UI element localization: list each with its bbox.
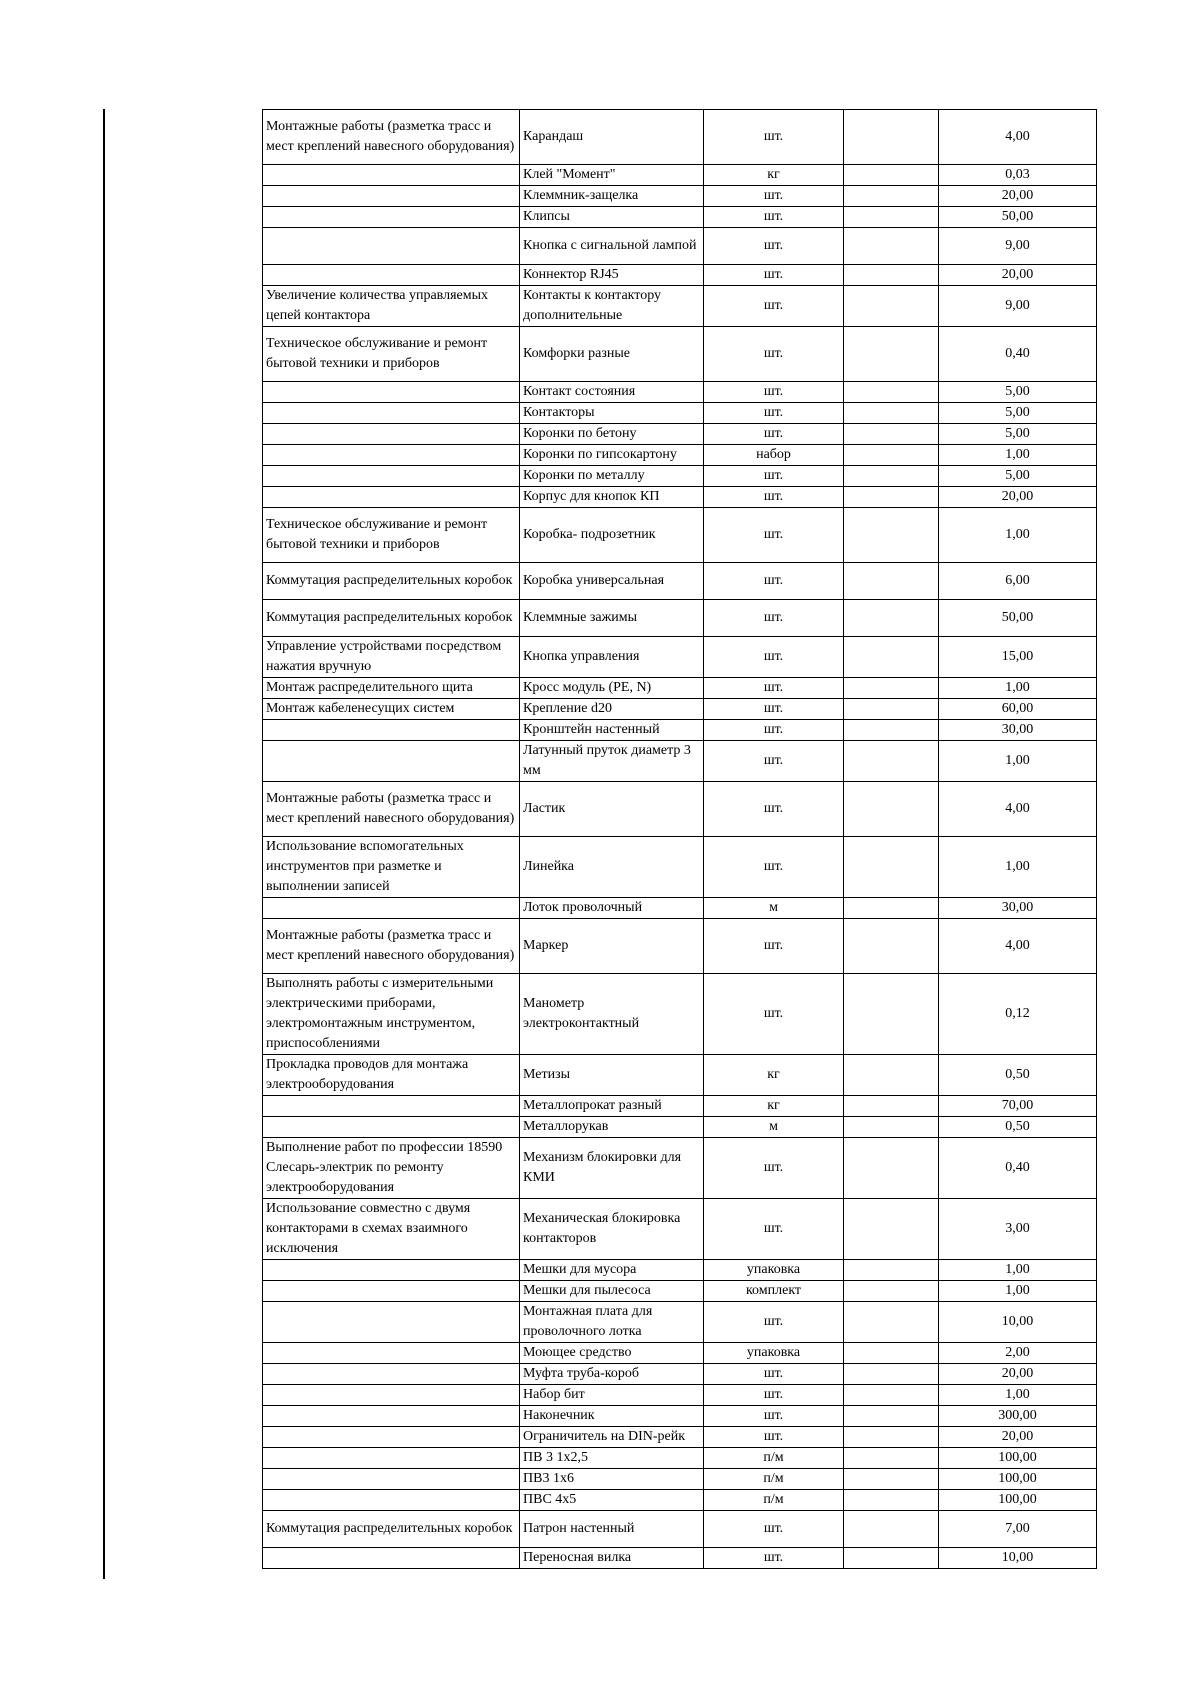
table-row bbox=[263, 974, 1097, 1055]
unit-cell: шт. bbox=[704, 207, 844, 228]
unit-cell: шт. bbox=[704, 837, 844, 898]
table-row bbox=[263, 1548, 1097, 1569]
table-row bbox=[263, 466, 1097, 487]
unit-cell: шт. bbox=[704, 424, 844, 445]
work-description-cell: Коммутация распределительных коробок bbox=[263, 600, 520, 637]
empty-cell bbox=[844, 1490, 939, 1511]
quantity-cell: 15,00 bbox=[939, 636, 1097, 677]
table-row bbox=[263, 1427, 1097, 1448]
quantity-cell: 100,00 bbox=[939, 1448, 1097, 1469]
material-name-cell: Металлорукав bbox=[520, 1117, 704, 1138]
empty-cell bbox=[844, 1302, 939, 1343]
work-description-cell bbox=[263, 1448, 520, 1469]
table-row bbox=[263, 403, 1097, 424]
work-description-cell: Прокладка проводов для монтажа электрооборудования bbox=[263, 1055, 520, 1096]
work-description-cell bbox=[263, 1548, 520, 1569]
unit-cell: комплект bbox=[704, 1281, 844, 1302]
table-row bbox=[263, 1385, 1097, 1406]
material-name-cell: Контакты к контактору дополнительные bbox=[520, 285, 704, 326]
table-row bbox=[263, 285, 1097, 326]
material-name-cell: Клей "Момент" bbox=[520, 165, 704, 186]
work-description-cell: Управление устройствами посредством нажатия вручную bbox=[263, 636, 520, 677]
material-name-cell: Мешки для пылесоса bbox=[520, 1281, 704, 1302]
empty-cell bbox=[844, 326, 939, 381]
table-row bbox=[263, 1406, 1097, 1427]
work-description-cell: Коммутация распределительных коробок bbox=[263, 563, 520, 600]
work-description-cell bbox=[263, 1260, 520, 1281]
table-row bbox=[263, 837, 1097, 898]
quantity-cell: 9,00 bbox=[939, 228, 1097, 265]
work-description-cell bbox=[263, 719, 520, 740]
unit-cell: м bbox=[704, 898, 844, 919]
work-description-cell: Выполнять работы с измерительными электрическими приборами, электромонтажным инструментом, приспособлениями bbox=[263, 974, 520, 1055]
quantity-cell: 1,00 bbox=[939, 1385, 1097, 1406]
empty-cell bbox=[844, 382, 939, 403]
table-row bbox=[263, 1469, 1097, 1490]
work-description-cell bbox=[263, 165, 520, 186]
material-name-cell: Муфта труба-короб bbox=[520, 1364, 704, 1385]
quantity-cell: 5,00 bbox=[939, 403, 1097, 424]
unit-cell: шт. bbox=[704, 110, 844, 165]
work-description-cell: Монтажные работы (разметка трасс и мест креплений навесного оборудования) bbox=[263, 781, 520, 836]
unit-cell: кг bbox=[704, 165, 844, 186]
work-description-cell bbox=[263, 1385, 520, 1406]
table-row bbox=[263, 1260, 1097, 1281]
material-name-cell: Контакторы bbox=[520, 403, 704, 424]
unit-cell: шт. bbox=[704, 1548, 844, 1569]
quantity-cell: 5,00 bbox=[939, 466, 1097, 487]
quantity-cell: 1,00 bbox=[939, 677, 1097, 698]
work-description-cell: Увеличение количества управляемых цепей контактора bbox=[263, 285, 520, 326]
empty-cell bbox=[844, 1385, 939, 1406]
unit-cell: шт. bbox=[704, 186, 844, 207]
quantity-cell: 30,00 bbox=[939, 898, 1097, 919]
unit-cell: п/м bbox=[704, 1490, 844, 1511]
table-row bbox=[263, 326, 1097, 381]
work-description-cell: Монтаж распределительного щита bbox=[263, 677, 520, 698]
unit-cell: шт. bbox=[704, 600, 844, 637]
empty-cell bbox=[844, 110, 939, 165]
table-row bbox=[263, 1117, 1097, 1138]
material-name-cell: Метизы bbox=[520, 1055, 704, 1096]
work-description-cell: Использование вспомогательных инструментов при разметке и выполнении записей bbox=[263, 837, 520, 898]
quantity-cell: 100,00 bbox=[939, 1490, 1097, 1511]
unit-cell: шт. bbox=[704, 1364, 844, 1385]
unit-cell: шт. bbox=[704, 487, 844, 508]
unit-cell: шт. bbox=[704, 1406, 844, 1427]
quantity-cell: 1,00 bbox=[939, 740, 1097, 781]
empty-cell bbox=[844, 1469, 939, 1490]
material-name-cell: Лоток проволочный bbox=[520, 898, 704, 919]
work-description-cell: Монтаж кабеленесущих систем bbox=[263, 698, 520, 719]
materials-table-body bbox=[263, 110, 1097, 1569]
quantity-cell: 50,00 bbox=[939, 207, 1097, 228]
empty-cell bbox=[844, 1406, 939, 1427]
quantity-cell: 20,00 bbox=[939, 487, 1097, 508]
unit-cell: шт. bbox=[704, 719, 844, 740]
unit-cell: шт. bbox=[704, 1385, 844, 1406]
quantity-cell: 60,00 bbox=[939, 698, 1097, 719]
work-description-cell bbox=[263, 1364, 520, 1385]
empty-cell bbox=[844, 508, 939, 563]
table-row bbox=[263, 1055, 1097, 1096]
work-description-cell: Монтажные работы (разметка трасс и мест креплений навесного оборудования) bbox=[263, 110, 520, 165]
work-description-cell bbox=[263, 1490, 520, 1511]
table-row bbox=[263, 1511, 1097, 1548]
table-row bbox=[263, 600, 1097, 637]
unit-cell: шт. bbox=[704, 636, 844, 677]
empty-cell bbox=[844, 677, 939, 698]
work-description-cell: Монтажные работы (разметка трасс и мест креплений навесного оборудования) bbox=[263, 919, 520, 974]
empty-cell bbox=[844, 1199, 939, 1260]
material-name-cell: Крепление d20 bbox=[520, 698, 704, 719]
table-row bbox=[263, 207, 1097, 228]
unit-cell: шт. bbox=[704, 677, 844, 698]
work-description-cell bbox=[263, 382, 520, 403]
quantity-cell: 1,00 bbox=[939, 445, 1097, 466]
quantity-cell: 5,00 bbox=[939, 382, 1097, 403]
quantity-cell: 70,00 bbox=[939, 1096, 1097, 1117]
empty-cell bbox=[844, 1055, 939, 1096]
table-row bbox=[263, 186, 1097, 207]
material-name-cell: Наконечник bbox=[520, 1406, 704, 1427]
quantity-cell: 0,40 bbox=[939, 326, 1097, 381]
empty-cell bbox=[844, 207, 939, 228]
table-row bbox=[263, 1138, 1097, 1199]
material-name-cell: Переносная вилка bbox=[520, 1548, 704, 1569]
quantity-cell: 0,03 bbox=[939, 165, 1097, 186]
quantity-cell: 300,00 bbox=[939, 1406, 1097, 1427]
table-row bbox=[263, 919, 1097, 974]
table-row bbox=[263, 1490, 1097, 1511]
material-name-cell: Коронки по гипсокартону bbox=[520, 445, 704, 466]
quantity-cell: 1,00 bbox=[939, 837, 1097, 898]
unit-cell: шт. bbox=[704, 1138, 844, 1199]
work-description-cell: Коммутация распределительных коробок bbox=[263, 1511, 520, 1548]
empty-cell bbox=[844, 1281, 939, 1302]
table-row bbox=[263, 898, 1097, 919]
quantity-cell: 1,00 bbox=[939, 508, 1097, 563]
table-row bbox=[263, 165, 1097, 186]
work-description-cell bbox=[263, 403, 520, 424]
quantity-cell: 10,00 bbox=[939, 1548, 1097, 1569]
material-name-cell: Механическая блокировка контакторов bbox=[520, 1199, 704, 1260]
empty-cell bbox=[844, 1138, 939, 1199]
quantity-cell: 30,00 bbox=[939, 719, 1097, 740]
work-description-cell bbox=[263, 424, 520, 445]
unit-cell: упаковка bbox=[704, 1260, 844, 1281]
materials-table bbox=[262, 109, 1097, 1569]
quantity-cell: 100,00 bbox=[939, 1469, 1097, 1490]
material-name-cell: ПВ 3 1х2,5 bbox=[520, 1448, 704, 1469]
unit-cell: шт. bbox=[704, 781, 844, 836]
unit-cell: шт. bbox=[704, 1511, 844, 1548]
table-row bbox=[263, 1364, 1097, 1385]
work-description-cell bbox=[263, 228, 520, 265]
material-name-cell: Ластик bbox=[520, 781, 704, 836]
material-name-cell: Коронки по бетону bbox=[520, 424, 704, 445]
table-row bbox=[263, 228, 1097, 265]
material-name-cell: Коробка- подрозетник bbox=[520, 508, 704, 563]
quantity-cell: 4,00 bbox=[939, 781, 1097, 836]
table-row bbox=[263, 1302, 1097, 1343]
quantity-cell: 50,00 bbox=[939, 600, 1097, 637]
empty-cell bbox=[844, 563, 939, 600]
empty-cell bbox=[844, 636, 939, 677]
material-name-cell: Линейка bbox=[520, 837, 704, 898]
material-name-cell: Моющее средство bbox=[520, 1343, 704, 1364]
quantity-cell: 20,00 bbox=[939, 186, 1097, 207]
empty-cell bbox=[844, 1117, 939, 1138]
material-name-cell: Клеммные зажимы bbox=[520, 600, 704, 637]
table-row bbox=[263, 677, 1097, 698]
table-row bbox=[263, 1281, 1097, 1302]
material-name-cell: Металлопрокат разный bbox=[520, 1096, 704, 1117]
quantity-cell: 20,00 bbox=[939, 1364, 1097, 1385]
empty-cell bbox=[844, 837, 939, 898]
material-name-cell: Набор бит bbox=[520, 1385, 704, 1406]
empty-cell bbox=[844, 974, 939, 1055]
quantity-cell: 1,00 bbox=[939, 1260, 1097, 1281]
unit-cell: шт. bbox=[704, 563, 844, 600]
table-row bbox=[263, 636, 1097, 677]
work-description-cell bbox=[263, 1302, 520, 1343]
work-description-cell bbox=[263, 186, 520, 207]
table-row bbox=[263, 1343, 1097, 1364]
work-description-cell bbox=[263, 1469, 520, 1490]
work-description-cell bbox=[263, 1117, 520, 1138]
table-row bbox=[263, 382, 1097, 403]
material-name-cell: Контакт состояния bbox=[520, 382, 704, 403]
empty-cell bbox=[844, 1511, 939, 1548]
material-name-cell: Ограничитель на DIN-рейк bbox=[520, 1427, 704, 1448]
work-description-cell bbox=[263, 1343, 520, 1364]
empty-cell bbox=[844, 740, 939, 781]
material-name-cell: Манометр электроконтактный bbox=[520, 974, 704, 1055]
empty-cell bbox=[844, 1427, 939, 1448]
work-description-cell: Использование совместно с двумя контакторами в схемах взаимного исключения bbox=[263, 1199, 520, 1260]
empty-cell bbox=[844, 1448, 939, 1469]
empty-cell bbox=[844, 719, 939, 740]
empty-cell bbox=[844, 445, 939, 466]
unit-cell: шт. bbox=[704, 228, 844, 265]
table-row bbox=[263, 740, 1097, 781]
work-description-cell: Выполнение работ по профессии 18590 Слесарь-электрик по ремонту электрооборудования bbox=[263, 1138, 520, 1199]
table-row bbox=[263, 424, 1097, 445]
empty-cell bbox=[844, 285, 939, 326]
material-name-cell: Карандаш bbox=[520, 110, 704, 165]
empty-cell bbox=[844, 1364, 939, 1385]
empty-cell bbox=[844, 781, 939, 836]
material-name-cell: Кнопка с сигнальной лампой bbox=[520, 228, 704, 265]
empty-cell bbox=[844, 165, 939, 186]
unit-cell: шт. bbox=[704, 1427, 844, 1448]
material-name-cell: Клеммник-защелка bbox=[520, 186, 704, 207]
quantity-cell: 20,00 bbox=[939, 1427, 1097, 1448]
unit-cell: шт. bbox=[704, 466, 844, 487]
work-description-cell bbox=[263, 207, 520, 228]
quantity-cell: 0,50 bbox=[939, 1055, 1097, 1096]
unit-cell: кг bbox=[704, 1096, 844, 1117]
unit-cell: п/м bbox=[704, 1469, 844, 1490]
quantity-cell: 4,00 bbox=[939, 919, 1097, 974]
empty-cell bbox=[844, 1548, 939, 1569]
work-description-cell bbox=[263, 264, 520, 285]
quantity-cell: 1,00 bbox=[939, 1281, 1097, 1302]
quantity-cell: 7,00 bbox=[939, 1511, 1097, 1548]
empty-cell bbox=[844, 264, 939, 285]
empty-cell bbox=[844, 1260, 939, 1281]
material-name-cell: Маркер bbox=[520, 919, 704, 974]
table-row bbox=[263, 264, 1097, 285]
work-description-cell: Техническое обслуживание и ремонт бытовой техники и приборов bbox=[263, 326, 520, 381]
unit-cell: кг bbox=[704, 1055, 844, 1096]
material-name-cell: Мешки для мусора bbox=[520, 1260, 704, 1281]
empty-cell bbox=[844, 228, 939, 265]
table-row bbox=[263, 563, 1097, 600]
quantity-cell: 0,50 bbox=[939, 1117, 1097, 1138]
unit-cell: шт. bbox=[704, 919, 844, 974]
material-name-cell: Коронки по металлу bbox=[520, 466, 704, 487]
material-name-cell: Патрон настенный bbox=[520, 1511, 704, 1548]
empty-cell bbox=[844, 466, 939, 487]
table-row bbox=[263, 781, 1097, 836]
empty-cell bbox=[844, 487, 939, 508]
unit-cell: шт. bbox=[704, 382, 844, 403]
quantity-cell: 2,00 bbox=[939, 1343, 1097, 1364]
material-name-cell: Монтажная плата для проволочного лотка bbox=[520, 1302, 704, 1343]
table-row bbox=[263, 1448, 1097, 1469]
unit-cell: м bbox=[704, 1117, 844, 1138]
table-row bbox=[263, 110, 1097, 165]
material-name-cell: ПВС 4х5 bbox=[520, 1490, 704, 1511]
table-row bbox=[263, 698, 1097, 719]
empty-cell bbox=[844, 424, 939, 445]
unit-cell: шт. bbox=[704, 264, 844, 285]
quantity-cell: 0,12 bbox=[939, 974, 1097, 1055]
unit-cell: шт. bbox=[704, 1199, 844, 1260]
empty-cell bbox=[844, 919, 939, 974]
work-description-cell bbox=[263, 740, 520, 781]
material-name-cell: Кронштейн настенный bbox=[520, 719, 704, 740]
left-margin-rule bbox=[103, 109, 105, 1579]
work-description-cell bbox=[263, 1427, 520, 1448]
empty-cell bbox=[844, 898, 939, 919]
work-description-cell bbox=[263, 445, 520, 466]
material-name-cell: Коробка универсальная bbox=[520, 563, 704, 600]
work-description-cell bbox=[263, 898, 520, 919]
work-description-cell bbox=[263, 1406, 520, 1427]
work-description-cell bbox=[263, 466, 520, 487]
quantity-cell: 20,00 bbox=[939, 264, 1097, 285]
unit-cell: набор bbox=[704, 445, 844, 466]
unit-cell: шт. bbox=[704, 698, 844, 719]
unit-cell: шт. bbox=[704, 285, 844, 326]
material-name-cell: Латунный пруток диаметр 3 мм bbox=[520, 740, 704, 781]
table-row bbox=[263, 487, 1097, 508]
quantity-cell: 6,00 bbox=[939, 563, 1097, 600]
work-description-cell bbox=[263, 1281, 520, 1302]
empty-cell bbox=[844, 186, 939, 207]
material-name-cell: Кнопка управления bbox=[520, 636, 704, 677]
empty-cell bbox=[844, 698, 939, 719]
material-name-cell: Клипсы bbox=[520, 207, 704, 228]
material-name-cell: Коннектор RJ45 bbox=[520, 264, 704, 285]
material-name-cell: Корпус для кнопок КП bbox=[520, 487, 704, 508]
empty-cell bbox=[844, 403, 939, 424]
unit-cell: упаковка bbox=[704, 1343, 844, 1364]
table-row bbox=[263, 508, 1097, 563]
empty-cell bbox=[844, 1096, 939, 1117]
unit-cell: шт. bbox=[704, 740, 844, 781]
material-name-cell: ПВ3 1х6 bbox=[520, 1469, 704, 1490]
material-name-cell: Механизм блокировки для КМИ bbox=[520, 1138, 704, 1199]
table-row bbox=[263, 445, 1097, 466]
unit-cell: шт. bbox=[704, 1302, 844, 1343]
table-row bbox=[263, 1199, 1097, 1260]
quantity-cell: 0,40 bbox=[939, 1138, 1097, 1199]
quantity-cell: 9,00 bbox=[939, 285, 1097, 326]
work-description-cell bbox=[263, 1096, 520, 1117]
quantity-cell: 3,00 bbox=[939, 1199, 1097, 1260]
table-row bbox=[263, 1096, 1097, 1117]
unit-cell: п/м bbox=[704, 1448, 844, 1469]
empty-cell bbox=[844, 600, 939, 637]
material-name-cell: Кросс модуль (PE, N) bbox=[520, 677, 704, 698]
work-description-cell bbox=[263, 487, 520, 508]
quantity-cell: 4,00 bbox=[939, 110, 1097, 165]
work-description-cell: Техническое обслуживание и ремонт бытовой техники и приборов bbox=[263, 508, 520, 563]
quantity-cell: 5,00 bbox=[939, 424, 1097, 445]
table-row bbox=[263, 719, 1097, 740]
quantity-cell: 10,00 bbox=[939, 1302, 1097, 1343]
unit-cell: шт. bbox=[704, 326, 844, 381]
unit-cell: шт. bbox=[704, 974, 844, 1055]
material-name-cell: Комфорки разные bbox=[520, 326, 704, 381]
unit-cell: шт. bbox=[704, 508, 844, 563]
unit-cell: шт. bbox=[704, 403, 844, 424]
empty-cell bbox=[844, 1343, 939, 1364]
